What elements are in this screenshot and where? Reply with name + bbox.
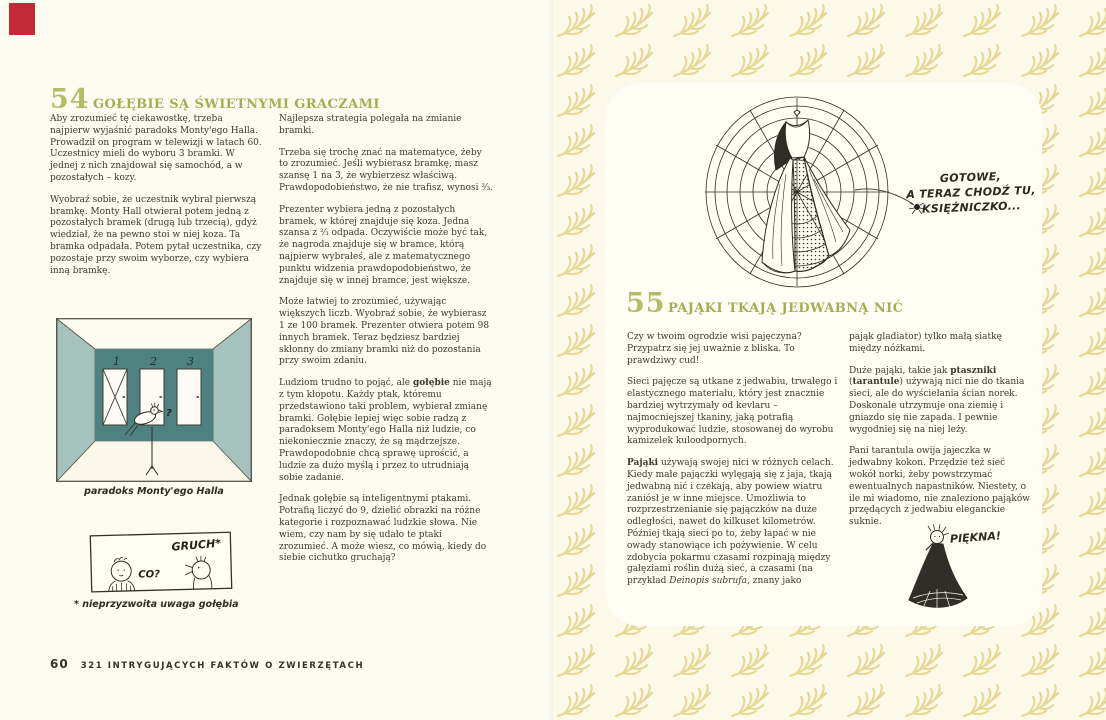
cartoon-gruch-text: GRUCH* xyxy=(171,536,222,554)
paragraph: Aby zrozumieć tę ciekawostkę, trzeba najpierw wyjaśnić paradoks Monty'ego Halla. Prowadził on program w telewizji w latach 60. Uczestnicy mieli do wyboru 3 bramki. W jednej z nich znajdował się samochód, a w pozostałych – kozy. xyxy=(50,114,262,183)
chapter-number: 54 xyxy=(50,84,90,115)
paragraph: Trzeba się trochę znać na matematyce, żeby to zrozumieć. Jeśli wybierasz bramkę, masz szansę 1 na 3, że wybierzesz właściwą. Prawdopodobieństwo, że nie trafisz, wynosi ²⁄₃. xyxy=(279,147,493,193)
speech-text: GOTOWE, A TERAZ CHODŹ TU, KSIĘŻNICZKO... xyxy=(906,169,1036,216)
paragraph: Czy w twoim ogrodzie wisi pajęczyna? Przypatrz się jej uważnie z bliska. To prawdziwy cud! xyxy=(627,332,802,366)
paragraph: Duże pająki, takie jak ptaszniki (tarantule) używają nici nie do tkania sieci, ale do wyściełania ścian norek. Doskonale utrzymuje ona ziemię i gniazdo się nie zapada. I pewnie wygodniej się na niej leży. xyxy=(849,365,1025,435)
svg-text:2: 2 xyxy=(150,355,157,368)
book-title: 321 INTRYGUJĄCYCH FAKTÓW O ZWIERZĘTACH xyxy=(80,661,365,671)
paragraph: Pani tarantula owija jajeczka w jedwabny kokon. Przędzie też sieć wokół norki, żeby powstrzymać ewentualnych napastników. Niestety, o ile mi wiadomo, nie znaleziono pająków przędących z jedwabiu eleganckie suknie. xyxy=(849,446,1030,528)
chapter-number: 55 xyxy=(626,288,666,319)
paragraph: Może łatwiej to zrozumieć, używając większych liczb. Wyobraź sobie, że wybierasz 1 ze 100 bramek. Prezenter otwiera potem 98 innych bramek. Teraz będziesz bardziej skłonny do zmiany bramki niż do pozostania przy swoim zdaniu. xyxy=(279,297,490,367)
page-footer xyxy=(50,657,364,671)
paragraph: Pająki używają swojej nici w różnych celach. Kiedy małe pajączki wylęgają się z jaja, tkają jedwabną nić i czekają, aby powiew wiatru zaniósł je w inne miejsce. Umożliwia to rozprzestrzenianie się pajączków na duże odległości, nawet do kilkuset kilometrów. Później tkają sieci po to, żeby łapać w nie owady stanowiące ich pożywienie. W celu zdobycia pokarmu czasami rozpinają między gałęziami roślin dużą sieć, a czasami (na przykład Deinopis subrufa, znany jako xyxy=(627,458,834,587)
text-column xyxy=(849,332,1033,539)
chapter-title: GOŁĘBIE SĄ ŚWIETNYMI GRACZAMI xyxy=(93,97,380,112)
cartoon-co-text: CO? xyxy=(138,569,161,581)
piekna-label: PIĘKNA! xyxy=(949,529,1002,546)
svg-text:1: 1 xyxy=(113,355,120,368)
red-corner-mark xyxy=(9,3,35,35)
doors-caption: paradoks Monty'ego Halla xyxy=(84,486,224,497)
paragraph: pająk gladiator) tylko małą siatkę między nóżkami. xyxy=(849,332,1002,354)
text-column xyxy=(50,114,264,287)
text-column xyxy=(627,332,841,598)
pigeon-cartoon-illustration xyxy=(88,526,240,598)
paragraph: Sieci pajęcze są utkane z jedwabiu, trwałego i elastycznego materiału, który jest znacznie bardziej wytrzymały od kevlaru – najmocniejszej tkaniny, jaką potrafią wyprodukować ludzie, stosowanej do wyrobu kamizelek kuloodpornych. xyxy=(627,377,838,447)
paragraph: Prezenter wybiera jedną z pozostałych bramek, w której znajduje się koza. Jedna szansa z ²⁄₃ odpada. Oczywiście może być tak, że nagroda znajduje się w bramce, którą najpierw wybrałeś, ale z matematycznego punktu widzenia prawdopodobieństwo, że znajduje się w innej bramce, jest większe. xyxy=(279,204,488,286)
monty-hall-doors-illustration xyxy=(55,317,253,483)
chapter-title: PAJĄKI TKAJĄ JEDWABNĄ NIĆ xyxy=(668,301,904,316)
cartoon-caption: * nieprzyzwoita uwaga gołębia xyxy=(74,599,239,610)
paragraph: Najlepsza strategia polegała na zmianie bramki. xyxy=(279,114,462,136)
paragraph: Ludziom trudno to pojąć, ale gołębie nie mają z tym kłopotu. Każdy ptak, któremu przedstawiono taki problem, wybierał zmianę bramki. Gołębie lepiej więc sobie radzą z paradoksem Monty'ego Halla niż ludzie, co niekoniecznie znaczy, że są mądrzejsze. Prawdopodobnie chcą sprawę uprościć, a ludzie za dużo myślą i przez to utrudniają sobie zadanie. xyxy=(279,378,492,483)
text-column xyxy=(279,114,493,575)
question-mark: ? xyxy=(166,408,172,419)
svg-text:3: 3 xyxy=(187,355,194,368)
paragraph: Wyobraź sobie, że uczestnik wybrał pierwszą bramkę. Monty Hall otwierał potem jedną z pozostałych bramek (drugą lub trzecią), gdyż wiedział, że na pewno stoi w niej koza. Ta bramka odpadała. Potem pytał uczestnika, czy pozostaje przy swoim wyborze, czy wybiera inną bramkę. xyxy=(50,194,262,276)
page-number: 60 xyxy=(50,657,69,671)
paragraph: Jednak gołębie są inteligentnymi ptakami. Potrafią liczyć do 9, dzielić obrazki na różne kategorie i rozpoznawać ludzkie słowa. Nie wiem, czy nam by się udało te ptaki zrozumieć. A może wiesz, co mówią, kiedy do siebie cichutko gruchają? xyxy=(279,494,487,564)
dress xyxy=(762,110,850,273)
